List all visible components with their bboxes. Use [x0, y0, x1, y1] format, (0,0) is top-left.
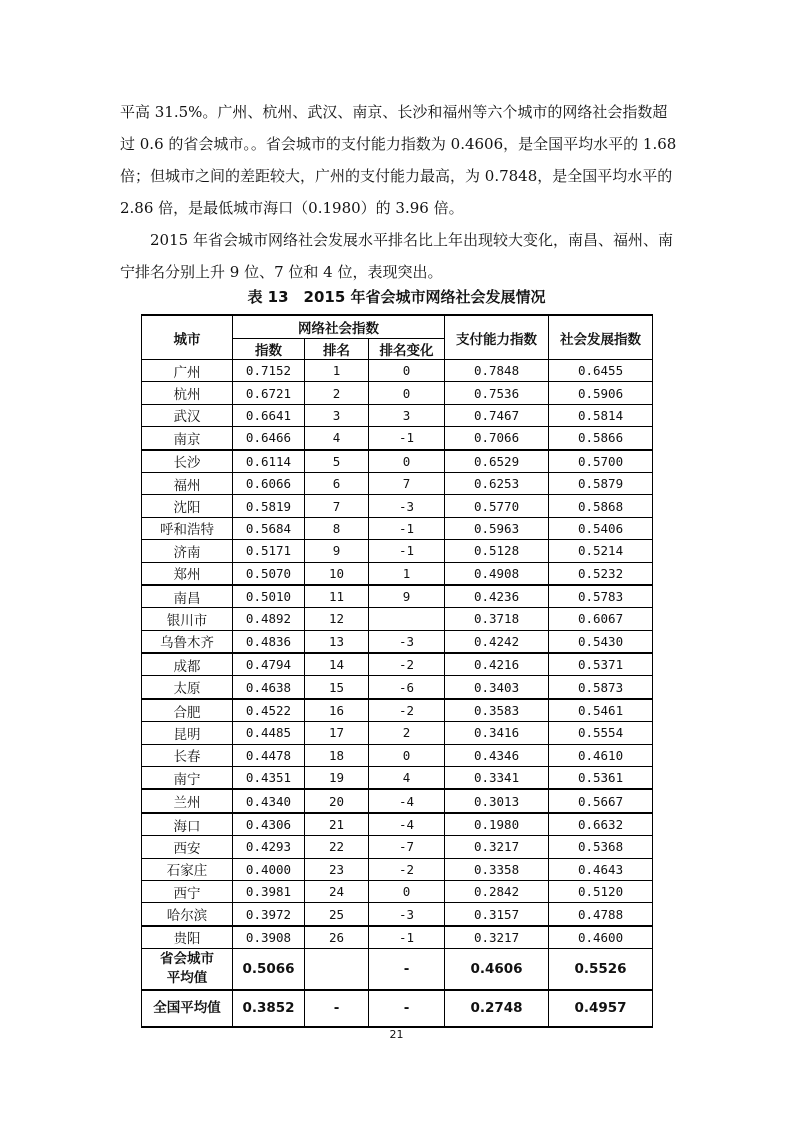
cell-social: 0.5814	[549, 404, 653, 426]
cell-rank: 15	[305, 676, 369, 699]
cell-rank: 26	[305, 926, 369, 949]
cell-rank: 11	[305, 585, 369, 608]
cell-social: 0.5873	[549, 676, 653, 699]
cell-city: 石家庄	[142, 858, 233, 880]
cell-index: 0.3908	[233, 926, 305, 949]
cell-rank: 17	[305, 722, 369, 744]
table-row	[142, 517, 653, 539]
cell-social: 0.6455	[549, 360, 653, 382]
table-row	[142, 360, 653, 382]
table-row	[142, 585, 653, 608]
cell-index: 0.6066	[233, 472, 305, 494]
cell-index: 0.4522	[233, 699, 305, 722]
table-row	[142, 836, 653, 858]
table-row	[142, 562, 653, 585]
table-row	[142, 540, 653, 562]
cell-social: 0.4610	[549, 744, 653, 766]
cell-city: 合肥	[142, 699, 233, 722]
cell-city: 武汉	[142, 404, 233, 426]
cell-index: 0.4293	[233, 836, 305, 858]
cell-rank: 10	[305, 562, 369, 585]
table-row	[142, 789, 653, 812]
cell-rank-change: -2	[369, 858, 445, 880]
cell-rank: 21	[305, 813, 369, 836]
cell-index: 0.4340	[233, 789, 305, 812]
provincial-average-payment: 0.4606	[445, 949, 549, 991]
cell-rank-change: 2	[369, 722, 445, 744]
cell-social: 0.5368	[549, 836, 653, 858]
cell-index: 0.4892	[233, 608, 305, 630]
table-row	[142, 744, 653, 766]
cell-index: 0.5010	[233, 585, 305, 608]
cell-city: 福州	[142, 472, 233, 494]
cell-social: 0.4788	[549, 903, 653, 926]
cell-index: 0.4478	[233, 744, 305, 766]
cell-payment: 0.3217	[445, 836, 549, 858]
avg-label-line2: 平均值	[166, 970, 208, 987]
cell-rank: 19	[305, 767, 369, 790]
provincial-average-rank-change: -	[369, 949, 445, 991]
cell-social: 0.5879	[549, 472, 653, 494]
cell-rank: 13	[305, 630, 369, 653]
table-row	[142, 880, 653, 902]
cell-rank: 8	[305, 517, 369, 539]
cell-payment: 0.6529	[445, 450, 549, 473]
provincial-average-index: 0.5066	[233, 949, 305, 991]
cell-payment: 0.4216	[445, 653, 549, 676]
cell-payment: 0.4908	[445, 562, 549, 585]
cell-city: 广州	[142, 360, 233, 382]
cell-index: 0.4836	[233, 630, 305, 653]
table-row	[142, 404, 653, 426]
cell-city: 南京	[142, 427, 233, 450]
cell-rank-change: 7	[369, 472, 445, 494]
cell-social: 0.5406	[549, 517, 653, 539]
cell-city: 南宁	[142, 767, 233, 790]
cell-city: 兰州	[142, 789, 233, 812]
cell-payment: 0.3583	[445, 699, 549, 722]
cell-rank: 4	[305, 427, 369, 450]
table-row	[142, 858, 653, 880]
header-index: 指数	[233, 339, 305, 360]
cell-social: 0.5783	[549, 585, 653, 608]
cell-rank-change: 9	[369, 585, 445, 608]
cell-rank-change: 0	[369, 744, 445, 766]
ranking-paragraph: 2015 年省会城市网络社会发展水平排名比上年出现较大变化，南昌、福州、南宁排名分别上升 9 位、7 位和 4 位，表现突出。	[120, 231, 673, 281]
cell-city: 贵阳	[142, 926, 233, 949]
capital-cities-table	[141, 314, 653, 1028]
cell-rank-change: -3	[369, 630, 445, 653]
cell-city: 海口	[142, 813, 233, 836]
cell-rank-change: -1	[369, 427, 445, 450]
cell-city: 济南	[142, 540, 233, 562]
cell-city: 长沙	[142, 450, 233, 473]
cell-city: 长春	[142, 744, 233, 766]
provincial-average-social: 0.5526	[549, 949, 653, 991]
cell-payment: 0.3403	[445, 676, 549, 699]
cell-social: 0.5461	[549, 699, 653, 722]
cell-rank: 14	[305, 653, 369, 676]
cell-social: 0.5700	[549, 450, 653, 473]
cell-rank-change: -2	[369, 699, 445, 722]
table-row	[142, 767, 653, 790]
cell-rank-change: -3	[369, 903, 445, 926]
cell-rank: 20	[305, 789, 369, 812]
cell-social: 0.5667	[549, 789, 653, 812]
cell-payment: 0.3013	[445, 789, 549, 812]
cell-social: 0.6632	[549, 813, 653, 836]
cell-payment: 0.4236	[445, 585, 549, 608]
cell-social: 0.5371	[549, 653, 653, 676]
cell-city: 杭州	[142, 382, 233, 404]
cell-social: 0.5906	[549, 382, 653, 404]
cell-rank-change: -1	[369, 517, 445, 539]
cell-payment: 0.4346	[445, 744, 549, 766]
cell-social: 0.5361	[549, 767, 653, 790]
cell-payment: 0.7848	[445, 360, 549, 382]
table-row	[142, 676, 653, 699]
cell-rank-change: -4	[369, 813, 445, 836]
cell-index: 0.4638	[233, 676, 305, 699]
cell-social: 0.5868	[549, 495, 653, 517]
cell-payment: 0.6253	[445, 472, 549, 494]
table-row	[142, 427, 653, 450]
cell-social: 0.6067	[549, 608, 653, 630]
table-body	[142, 360, 653, 949]
header-city: 城市	[142, 315, 233, 360]
cell-social: 0.5120	[549, 880, 653, 902]
header-rank-change: 排名变化	[369, 339, 445, 360]
cell-rank: 16	[305, 699, 369, 722]
cell-index: 0.6466	[233, 427, 305, 450]
cell-rank: 2	[305, 382, 369, 404]
national-average-social: 0.4957	[549, 990, 653, 1027]
cell-rank: 3	[305, 404, 369, 426]
cell-rank-change: 0	[369, 360, 445, 382]
cell-rank: 24	[305, 880, 369, 902]
cell-payment: 0.5128	[445, 540, 549, 562]
cell-city: 西安	[142, 836, 233, 858]
national-average-payment: 0.2748	[445, 990, 549, 1027]
header-rank: 排名	[305, 339, 369, 360]
cell-payment: 0.3217	[445, 926, 549, 949]
cell-payment: 0.2842	[445, 880, 549, 902]
cell-rank: 5	[305, 450, 369, 473]
cell-rank-change: -4	[369, 789, 445, 812]
cell-payment: 0.3341	[445, 767, 549, 790]
cell-index: 0.5819	[233, 495, 305, 517]
cell-payment: 0.7536	[445, 382, 549, 404]
table-row	[142, 722, 653, 744]
cell-rank: 25	[305, 903, 369, 926]
cell-index: 0.4351	[233, 767, 305, 790]
cell-payment: 0.7066	[445, 427, 549, 450]
avg-label-line1: 省会城市	[160, 951, 214, 968]
cell-index: 0.5684	[233, 517, 305, 539]
cell-rank: 1	[305, 360, 369, 382]
cell-social: 0.5214	[549, 540, 653, 562]
national-average-row	[142, 990, 653, 1027]
cell-index: 0.4794	[233, 653, 305, 676]
cell-city: 哈尔滨	[142, 903, 233, 926]
cell-payment: 0.3358	[445, 858, 549, 880]
cell-city: 南昌	[142, 585, 233, 608]
page-number: 21	[389, 1028, 404, 1041]
cell-payment: 0.7467	[445, 404, 549, 426]
cell-rank-change: -1	[369, 926, 445, 949]
cell-index: 0.7152	[233, 360, 305, 382]
cell-index: 0.4000	[233, 858, 305, 880]
cell-city: 沈阳	[142, 495, 233, 517]
cell-social: 0.5430	[549, 630, 653, 653]
national-average-label: 全国平均值	[142, 990, 233, 1027]
cell-city: 成都	[142, 653, 233, 676]
cell-rank: 18	[305, 744, 369, 766]
table-row	[142, 472, 653, 494]
cell-index: 0.6721	[233, 382, 305, 404]
cell-rank-change: 3	[369, 404, 445, 426]
cell-index: 0.4306	[233, 813, 305, 836]
table-row	[142, 926, 653, 949]
table-row	[142, 608, 653, 630]
cell-payment: 0.1980	[445, 813, 549, 836]
national-average-index: 0.3852	[233, 990, 305, 1027]
cell-rank-change: -3	[369, 495, 445, 517]
cell-city: 太原	[142, 676, 233, 699]
provincial-average-row	[142, 949, 653, 991]
cell-rank-change: 1	[369, 562, 445, 585]
cell-rank: 22	[305, 836, 369, 858]
cell-city: 郑州	[142, 562, 233, 585]
provincial-average-label	[142, 949, 233, 991]
cell-rank: 7	[305, 495, 369, 517]
cell-city: 呼和浩特	[142, 517, 233, 539]
cell-social: 0.5866	[549, 427, 653, 450]
cell-index: 0.3972	[233, 903, 305, 926]
cell-index: 0.5171	[233, 540, 305, 562]
cell-rank-change: -6	[369, 676, 445, 699]
cell-index: 0.6114	[233, 450, 305, 473]
cell-rank-change: 0	[369, 382, 445, 404]
cell-rank: 12	[305, 608, 369, 630]
cell-social: 0.4600	[549, 926, 653, 949]
cell-payment: 0.3718	[445, 608, 549, 630]
cell-social: 0.5554	[549, 722, 653, 744]
cell-payment: 0.3157	[445, 903, 549, 926]
cell-rank-change: 0	[369, 880, 445, 902]
header-network-group: 网络社会指数	[233, 315, 445, 339]
header-social: 社会发展指数	[549, 315, 653, 360]
cell-city: 银川市	[142, 608, 233, 630]
cell-city: 西宁	[142, 880, 233, 902]
cell-social: 0.4643	[549, 858, 653, 880]
cell-city: 乌鲁木齐	[142, 630, 233, 653]
cell-rank-change: -7	[369, 836, 445, 858]
cell-payment: 0.4242	[445, 630, 549, 653]
cell-rank-change: 0	[369, 450, 445, 473]
cell-rank: 6	[305, 472, 369, 494]
table-row	[142, 495, 653, 517]
table-row	[142, 653, 653, 676]
national-average-rank: -	[305, 990, 369, 1027]
table-row	[142, 450, 653, 473]
cell-city: 昆明	[142, 722, 233, 744]
cell-rank: 23	[305, 858, 369, 880]
table-row	[142, 813, 653, 836]
cell-social: 0.5232	[549, 562, 653, 585]
cell-rank-change: 4	[369, 767, 445, 790]
cell-rank-change: -2	[369, 653, 445, 676]
cell-index: 0.5070	[233, 562, 305, 585]
cell-rank-change	[369, 608, 445, 630]
cell-payment: 0.5963	[445, 517, 549, 539]
cell-index: 0.4485	[233, 722, 305, 744]
provincial-average-rank	[305, 949, 369, 991]
header-payment: 支付能力指数	[445, 315, 549, 360]
table-row	[142, 630, 653, 653]
cell-payment: 0.3416	[445, 722, 549, 744]
cell-rank-change: -1	[369, 540, 445, 562]
table-caption: 表 13 2015 年省会城市网络社会发展情况	[247, 288, 546, 306]
cell-index: 0.3981	[233, 880, 305, 902]
table-row	[142, 382, 653, 404]
intro-paragraph: 平高 31.5%。广州、杭州、武汉、南京、长沙和福州等六个城市的网络社会指数超过 0.6 的省会城市。。省会城市的支付能力指数为 0.4606，是全国平均水平的 1.68 倍；但城市之间的差距较大，广州的支付能力最高，为 0.7848，是全国平均水平的 2.86 倍，是最低城市海口（0.1980）的 3.96 倍。	[120, 103, 677, 217]
cell-rank: 9	[305, 540, 369, 562]
table-row	[142, 699, 653, 722]
table-row	[142, 903, 653, 926]
national-average-rank-change: -	[369, 990, 445, 1027]
cell-index: 0.6641	[233, 404, 305, 426]
cell-payment: 0.5770	[445, 495, 549, 517]
